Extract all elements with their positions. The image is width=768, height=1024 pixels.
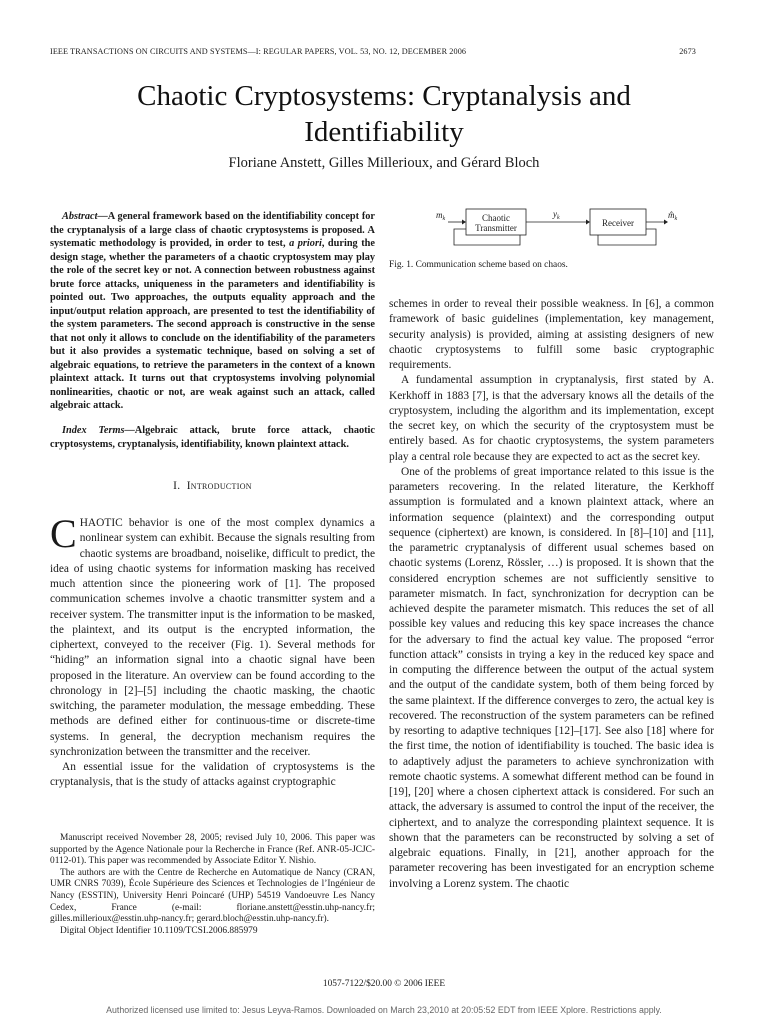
output-arrowhead (664, 220, 668, 225)
index-terms (50, 424, 375, 451)
running-header (50, 47, 696, 56)
license-notice: Authorized licensed use limited to: Jesus Leyva-Ramos. Downloaded on March 23,2010 at 20:05:52 EDT from IEEE Xplore. Restrictions apply. (106, 1005, 662, 1015)
copyright-line: 1057-7122/$20.00 © 2006 IEEE (322, 979, 446, 989)
figure-1-diagram (430, 205, 690, 253)
right-paragraph-1: schemes in order to reveal their possible weakness. In [6], a common framework of basic guidelines (implementation, key management, security analysis) is provided, aiming at assisting designers of new chaotic cryptosystems to fulfill some basic cryptographic requirements. (389, 298, 714, 371)
footnote-affiliation: The authors are with the Centre de Recherche en Automatique de Nancy (CRAN, UMR CNRS 7039), École Supérieure des Sciences et Technologies de l’Ingénieur de Nancy (ESSTIN), University Henri Poincaré (UHP) 54519 Vandoeuvre Les Nancy Cedex, France (e-mail: floriane.anstett@esstin.uhp-nancy.fr; gilles.millerioux@esstin.uhp-nancy.fr; gerard.bloch@esstin.uhp-nancy.fr). (50, 867, 375, 925)
abstract-label: Abstract— (62, 211, 108, 222)
title-line-2: Identifiability (304, 116, 464, 148)
abstract-italic: a priori (289, 238, 322, 249)
abstract-text-2: , during the design stage, whether the parameters of a chaotic cryptosystem may play the role of the secret key or not. A connection between robustness against brute force attacks, uniqueness in the parameters and identifiability is pointed out. Two approaches, the outputs equality approach and the input/output relation approach, are presented to test the identifiability of the system parameters. The second approach is constructive in the sense that not only it allows to conclude on the identifiability of the parameters but it also provides a systematic technique, based on solving a set of algebraic equations, to retrieve the parameters in the context of a known plaintext attack. It turns out that cryptosystems involving polynomial nonlinearities, chaotic or not, are weak against such an attack, called algebraic attack. (50, 238, 375, 411)
section-title: Introduction (186, 480, 252, 492)
receiver-label: Receiver (602, 218, 634, 228)
intro-p1-text: HAOTIC behavior is one of the most complex dynamics a nonlinear system can exhibit. Because the signals resulting from chaotic systems are broadband, noiselike, difficult to predict, the idea of using chaotic systems for information masking has received much attention since the pioneering work of [1]. The proposed communication schemes involve a chaotic transmitter system and a receiver system. The transmitter input is the information to be masked, the plaintext, and its output is the encrypted information, the ciphertext, conveyed to the receiver (Fig. 1). Several methods for “hiding” an information signal into a chaotic signal have been proposed in the literature. An overview can be found according to the chronology in [2]–[5] including the chaotic masking, the chaotic switching, the parameter modulation, the message embedding. These methods are defined either for continuous-time or discrete-time systems. In general, the decryption mechanism requires the synchronization between the transmitter and the receiver. (50, 517, 375, 758)
index-terms-label: Index Terms— (62, 425, 135, 436)
journal-header: IEEE TRANSACTIONS ON CIRCUITS AND SYSTEMS—I: REGULAR PAPERS, VOL. 53, NO. 12, DECEMBER 2006 (50, 47, 467, 56)
right-paragraph-3: One of the problems of great importance related to this issue is the parameters recovering. In the related literature, the Kerkhoff assumption is formulated and a known plaintext attack, where an information sequence (plaintext) and the corresponding output sequence (ciphertext) are known, is considered. In [8]–[10] and [11], the parametric cryptanalysis of different usual schemes based on chaotic systems (Lorenz, Rössler, …) is proposed. It is shown that the considered encryption schemes are not sufficiently sensitive to parameter mismatch. In fact, synchronization for decryption can be achieved despite the parameter mismatch. This reduces the set of all possible key values and reducing this key space increases the chance for the adversary to find the actual key value. The proposed “error function attack” consists in trying a key in the reduced key space and in computing the difference between the output of the actual system and the output of the candidate system, both of them being forced by the same plaintext. If the difference converges to zero, the actual key is recovered. The reconstruction of the system parameters can be refined by resorting to adaptive techniques [12]–[17]. See also [18] where for the first time, the notion of identifiability is touched. The basic idea is to adaptively adjust the parameters to achieve synchronization with remote chaotic systems. A somewhat different method can be found in [19], [20] where a chosen ciphertext attack is considered. For such an attack, the adversary is assumed to control the input of the receiver, the ciphertext, and to analyze the corresponding plaintext sequence. It is shown that the parameters can be reconstructed by solving a set of algebraic equations. Finally, in [21], another approach for the parameter recovering has been investigated for an encryption scheme involving a Lorenz system. The chaotic (389, 465, 714, 890)
footnote-doi: Digital Object Identifier 10.1109/TCSI.2006.885979 (60, 925, 258, 936)
section-heading (50, 480, 375, 492)
abstract (50, 210, 375, 413)
footnotes (50, 833, 375, 937)
abstract-text-1: A general framework based on the identifiability concept for the cryptanalysis of a large class of chaotic cryptosystems is proposed. A systematic methodology is provided, in order to test, (50, 211, 375, 249)
introduction-body (50, 511, 375, 791)
figure-1-caption: Fig. 1. Communication scheme based on chaos. (389, 260, 568, 270)
intro-paragraph-1 (50, 511, 375, 760)
drop-cap: C (50, 511, 77, 556)
right-column-body (389, 297, 714, 892)
input-label: $m_k$ (436, 210, 446, 222)
intro-paragraph-2: An essential issue for the validation of cryptosystems is the cryptanalysis, that is the study of attacks against cryptographic (50, 761, 375, 789)
section-numeral: I. (173, 480, 181, 492)
footnote-manuscript: Manuscript received November 28, 2005; revised July 10, 2006. This paper was supported by the Agence Nationale pour la Recherche in France (Ref. ANR-05-JCJC-0112-01). This paper was recommended by Associate Editor Y. Nishio. (50, 833, 375, 867)
right-paragraph-2: A fundamental assumption in cryptanalysis, first stated by A. Kerkhoff in 1883 [7], is that the adversary knows all the details of the cryptosystem, including the algorithm and its implementation, except the secret key, on which the security of the cryptosystem must be entirely based. As for chaotic cryptosystems, the system parameters play a central role because they are expected to act as the secret key. (389, 374, 714, 463)
index-terms-text: Algebraic attack, brute force attack, chaotic cryptosystems, cryptanalysis, identifiability, known plaintext attack. (50, 425, 375, 450)
paper-title (0, 78, 768, 150)
input-arrowhead (462, 220, 466, 225)
title-line-1: Chaotic Cryptosystems: Cryptanalysis and (137, 80, 631, 112)
output-label: $m̂_k$ (668, 210, 678, 222)
channel-label: $y_k$ (553, 209, 560, 221)
authors: Floriane Anstett, Gilles Millerioux, and Gérard Bloch (228, 155, 540, 171)
receiver-feedback (598, 229, 656, 245)
transmitter-label-2: Transmitter (475, 223, 517, 233)
channel-arrowhead (586, 220, 590, 225)
transmitter-label-1: Chaotic (482, 213, 510, 223)
page-number: 2673 (679, 47, 696, 56)
